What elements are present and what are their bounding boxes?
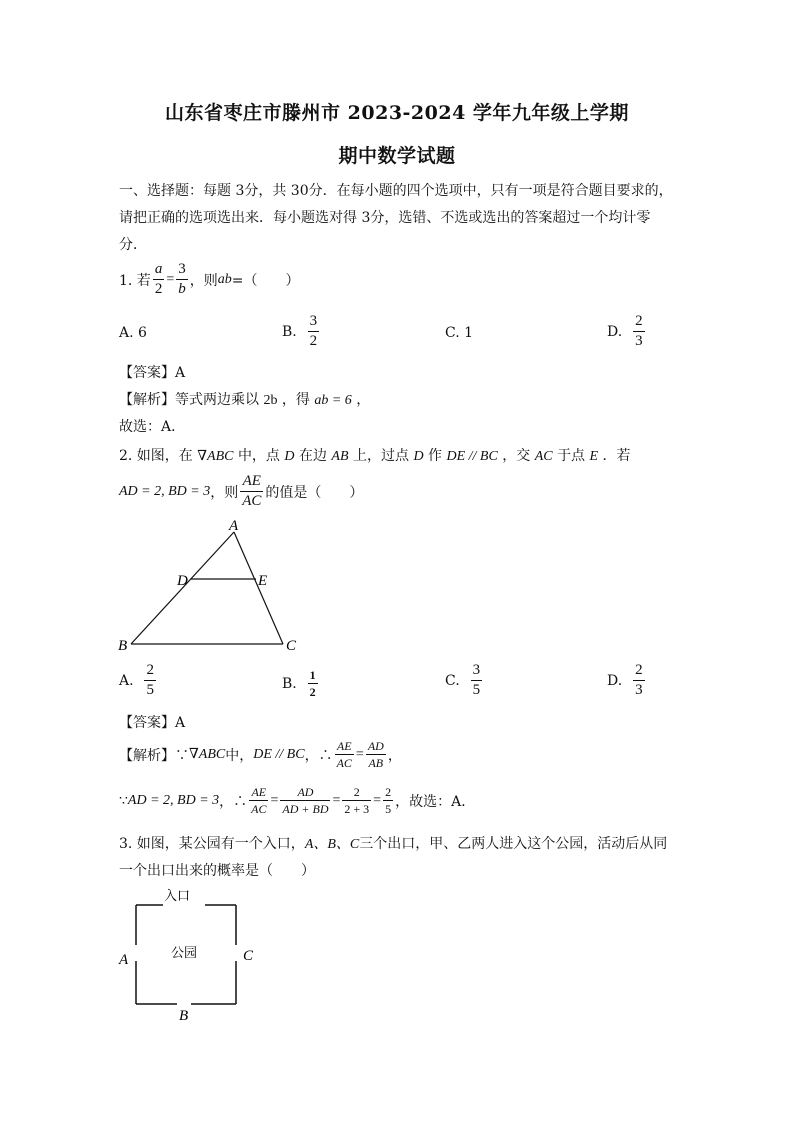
q2-an2-frac1 [249,786,268,815]
q2-option-b-label: B. [282,675,297,692]
q2-option-c-fraction [471,663,483,698]
q2-option-d-den: 3 [635,682,643,698]
q2-an2-frac4-num: 2 [385,785,392,799]
q2-an2-p1: ∵ [119,792,128,809]
q2-option-c-num: 3 [471,663,483,681]
q1-frac1-num: a [153,262,165,280]
q2-option-a-den: 5 [146,682,154,698]
entrance-label: 入口 [164,889,191,904]
q1-suffix: ，则 [189,272,218,289]
q2-p3: 在边 [298,448,327,464]
q2-option-b-fraction [308,669,318,698]
q2-option-d-fraction [633,663,645,698]
exit-b-label: B [179,1008,189,1023]
q2-fraction-ae-ac [240,474,263,509]
q1-analysis-2b: 2b [263,393,278,408]
q2-option-b-num: 1 [309,668,316,682]
q2-option-c-den: 5 [472,682,481,698]
q2-p6: ，交 [502,448,531,464]
section-intro-line2: 请把正确的选项选出来．每小题选对得 3分，选错、不选或选出的答案超过一个均计零 [119,210,651,226]
q2-an2-frac3 [342,786,371,815]
q2-condition: AD = 2, BD = 3 [119,483,211,499]
q2-an1-frac1 [335,740,354,769]
q2-an2-frac2-den: AD + BD [282,802,329,816]
q2-an2-frac4-den: 5 [385,802,392,816]
q1-stem [119,262,299,297]
q3-park-figure [115,883,265,1023]
q2-an1-end: ， [387,747,402,764]
label-b: B [118,638,128,654]
q2-stem-line2 [119,474,363,509]
q2-option-b-den: 2 [309,685,316,699]
q2-option-a-num: 2 [144,663,156,681]
q1-suffix2: =（ ） [231,272,300,289]
q2-option-d-num: 2 [633,663,645,681]
q2-frac-num: AE [240,474,263,492]
q2-stem-line1 [119,445,631,465]
q1-analysis [119,389,370,409]
q2-frac-den: AC [242,493,262,509]
q2-triangle: ∇ABC [197,449,234,464]
q1-frac1-den: 2 [154,281,163,297]
q1-fraction-3-over-b [176,262,188,297]
q1-analysis-prefix: 【解析】等式两边乘以 [119,392,259,408]
q1-option-b-fraction [308,314,320,349]
q1-prefix: 1. 若 [119,272,151,289]
q1-option-d-fraction [633,314,645,349]
q1-ab: ab [217,271,232,287]
q2-an2-frac3-den: 2 + 3 [344,802,370,816]
q2-p7: 于点 [557,448,586,464]
q2-an2-p2: ，∴ [219,793,248,810]
q2-option-a [119,663,158,698]
section-intro-line3: 分． [119,237,147,253]
label-d: D [177,573,188,589]
q2-option-b [282,669,320,698]
q2-p5: 作 [428,448,443,464]
q3-stem-line2: 一个出口出来的概率是（ ） [119,863,315,879]
q2-option-c-label: C. [445,672,460,689]
label-c: C [286,638,297,654]
q2-an1-frac1-den: AC [336,756,352,770]
q2-an2-cond: AD = 2, BD = 3 [127,792,220,808]
q2-then: ，则 [210,484,239,501]
q2-value-is: 的值是（ ） [265,484,364,501]
park-label: 公园 [171,946,198,961]
q1-analysis-eq: ab = 6 [314,393,352,408]
q2-an1-frac2-num: AD [367,739,384,753]
q3-p1: 3. 如图，某公园有一个入口， [119,836,305,852]
q2-ac: AC [534,449,553,464]
q1-frac2-den: b [178,281,186,297]
q2-an2-frac3-num: 2 [342,786,371,801]
q1-equals: = [166,271,175,287]
q2-option-d-label: D. [607,672,623,689]
q2-an1-frac2-den: AB [368,756,384,770]
q2-option-a-fraction [144,663,156,698]
q2-analysis-line1 [119,740,402,769]
q1-choose: 故选：A． [119,419,186,435]
q1-analysis-mid: ，得 [281,392,310,408]
q2-an1-p3: ，∴ [304,747,333,764]
q2-p2: 中，点 [237,448,280,464]
q2-option-c [445,663,484,698]
q2-option-a-label: A. [119,672,134,689]
q1-option-d-num: 2 [633,314,645,332]
q2-point-e: E [589,449,599,464]
q2-ab: AB [331,449,349,464]
q1-answer: 【答案】A [119,365,186,381]
q1-option-d [607,314,647,349]
q2-an1-p1: 【解析】∵ [119,747,189,764]
document-title-line1: 山东省枣庄市滕州市 2023-2024 学年九年级上学期 [165,102,629,124]
section-intro-line1: 一、选择题：每题 3分，共 30分．在每小题的四个选项中，只有一项是符合题目要求的， [119,183,673,199]
q3-abc: A、B、C [304,837,360,852]
q1-option-d-label: D. [607,323,623,340]
q2-answer: 【答案】A [119,715,186,731]
q1-option-d-den: 3 [635,333,643,349]
document-title-line2: 期中数学试题 [338,145,456,167]
exit-a-label: A [119,952,129,968]
q3-stem-line1 [119,833,667,853]
q2-p8: ．若 [602,448,631,464]
label-e: E [258,573,268,589]
q2-an1-triangle: ∇ABC [189,747,226,762]
label-a: A [229,520,239,534]
q2-an2-frac2-num: AD [280,786,330,801]
q2-an1-frac1-num: AE [335,740,354,755]
q2-an1-eq: = [355,746,364,762]
q1-option-b-label: B. [282,323,297,340]
q2-an1-p2: 中， [225,747,254,764]
q2-an2-frac1-num: AE [249,786,268,801]
q2-analysis-line2 [119,786,475,815]
q1-option-b [282,314,321,349]
q3-p2: 三个出口，甲、乙两人进入这个公园，活动后从同 [359,836,668,852]
q1-analysis-end: ， [356,392,371,408]
q1-option-a: A. 6 [119,325,147,341]
q2-de-parallel-bc: DE // BC [446,449,498,464]
q2-point-d: D [284,449,295,464]
q2-p1: 2. 如图，在 [119,448,193,464]
q2-point-d-2: D [413,449,424,464]
q2-an2-end: ，故选：A． [395,793,476,810]
q2-an1-frac2 [366,740,386,769]
q2-an2-eq3: = [373,792,382,808]
exit-c-label: C [243,948,254,964]
q1-option-b-den: 2 [309,333,318,349]
q2-an1-de-bc: DE // BC [253,746,305,762]
q2-an2-frac2 [280,786,330,815]
q2-an2-eq2: = [332,792,341,808]
q1-option-c: C. 1 [445,325,474,341]
q2-an2-frac1-den: AC [251,802,267,816]
q2-triangle-figure [115,520,315,655]
q2-an2-frac4 [383,786,393,815]
q2-p4: 上，过点 [352,448,409,464]
q1-frac2-num: 3 [176,262,188,280]
q2-option-d [607,663,647,698]
q1-option-b-num: 3 [308,314,320,332]
q1-fraction-a-over-2 [153,262,165,297]
q2-an2-eq1: = [270,792,279,808]
